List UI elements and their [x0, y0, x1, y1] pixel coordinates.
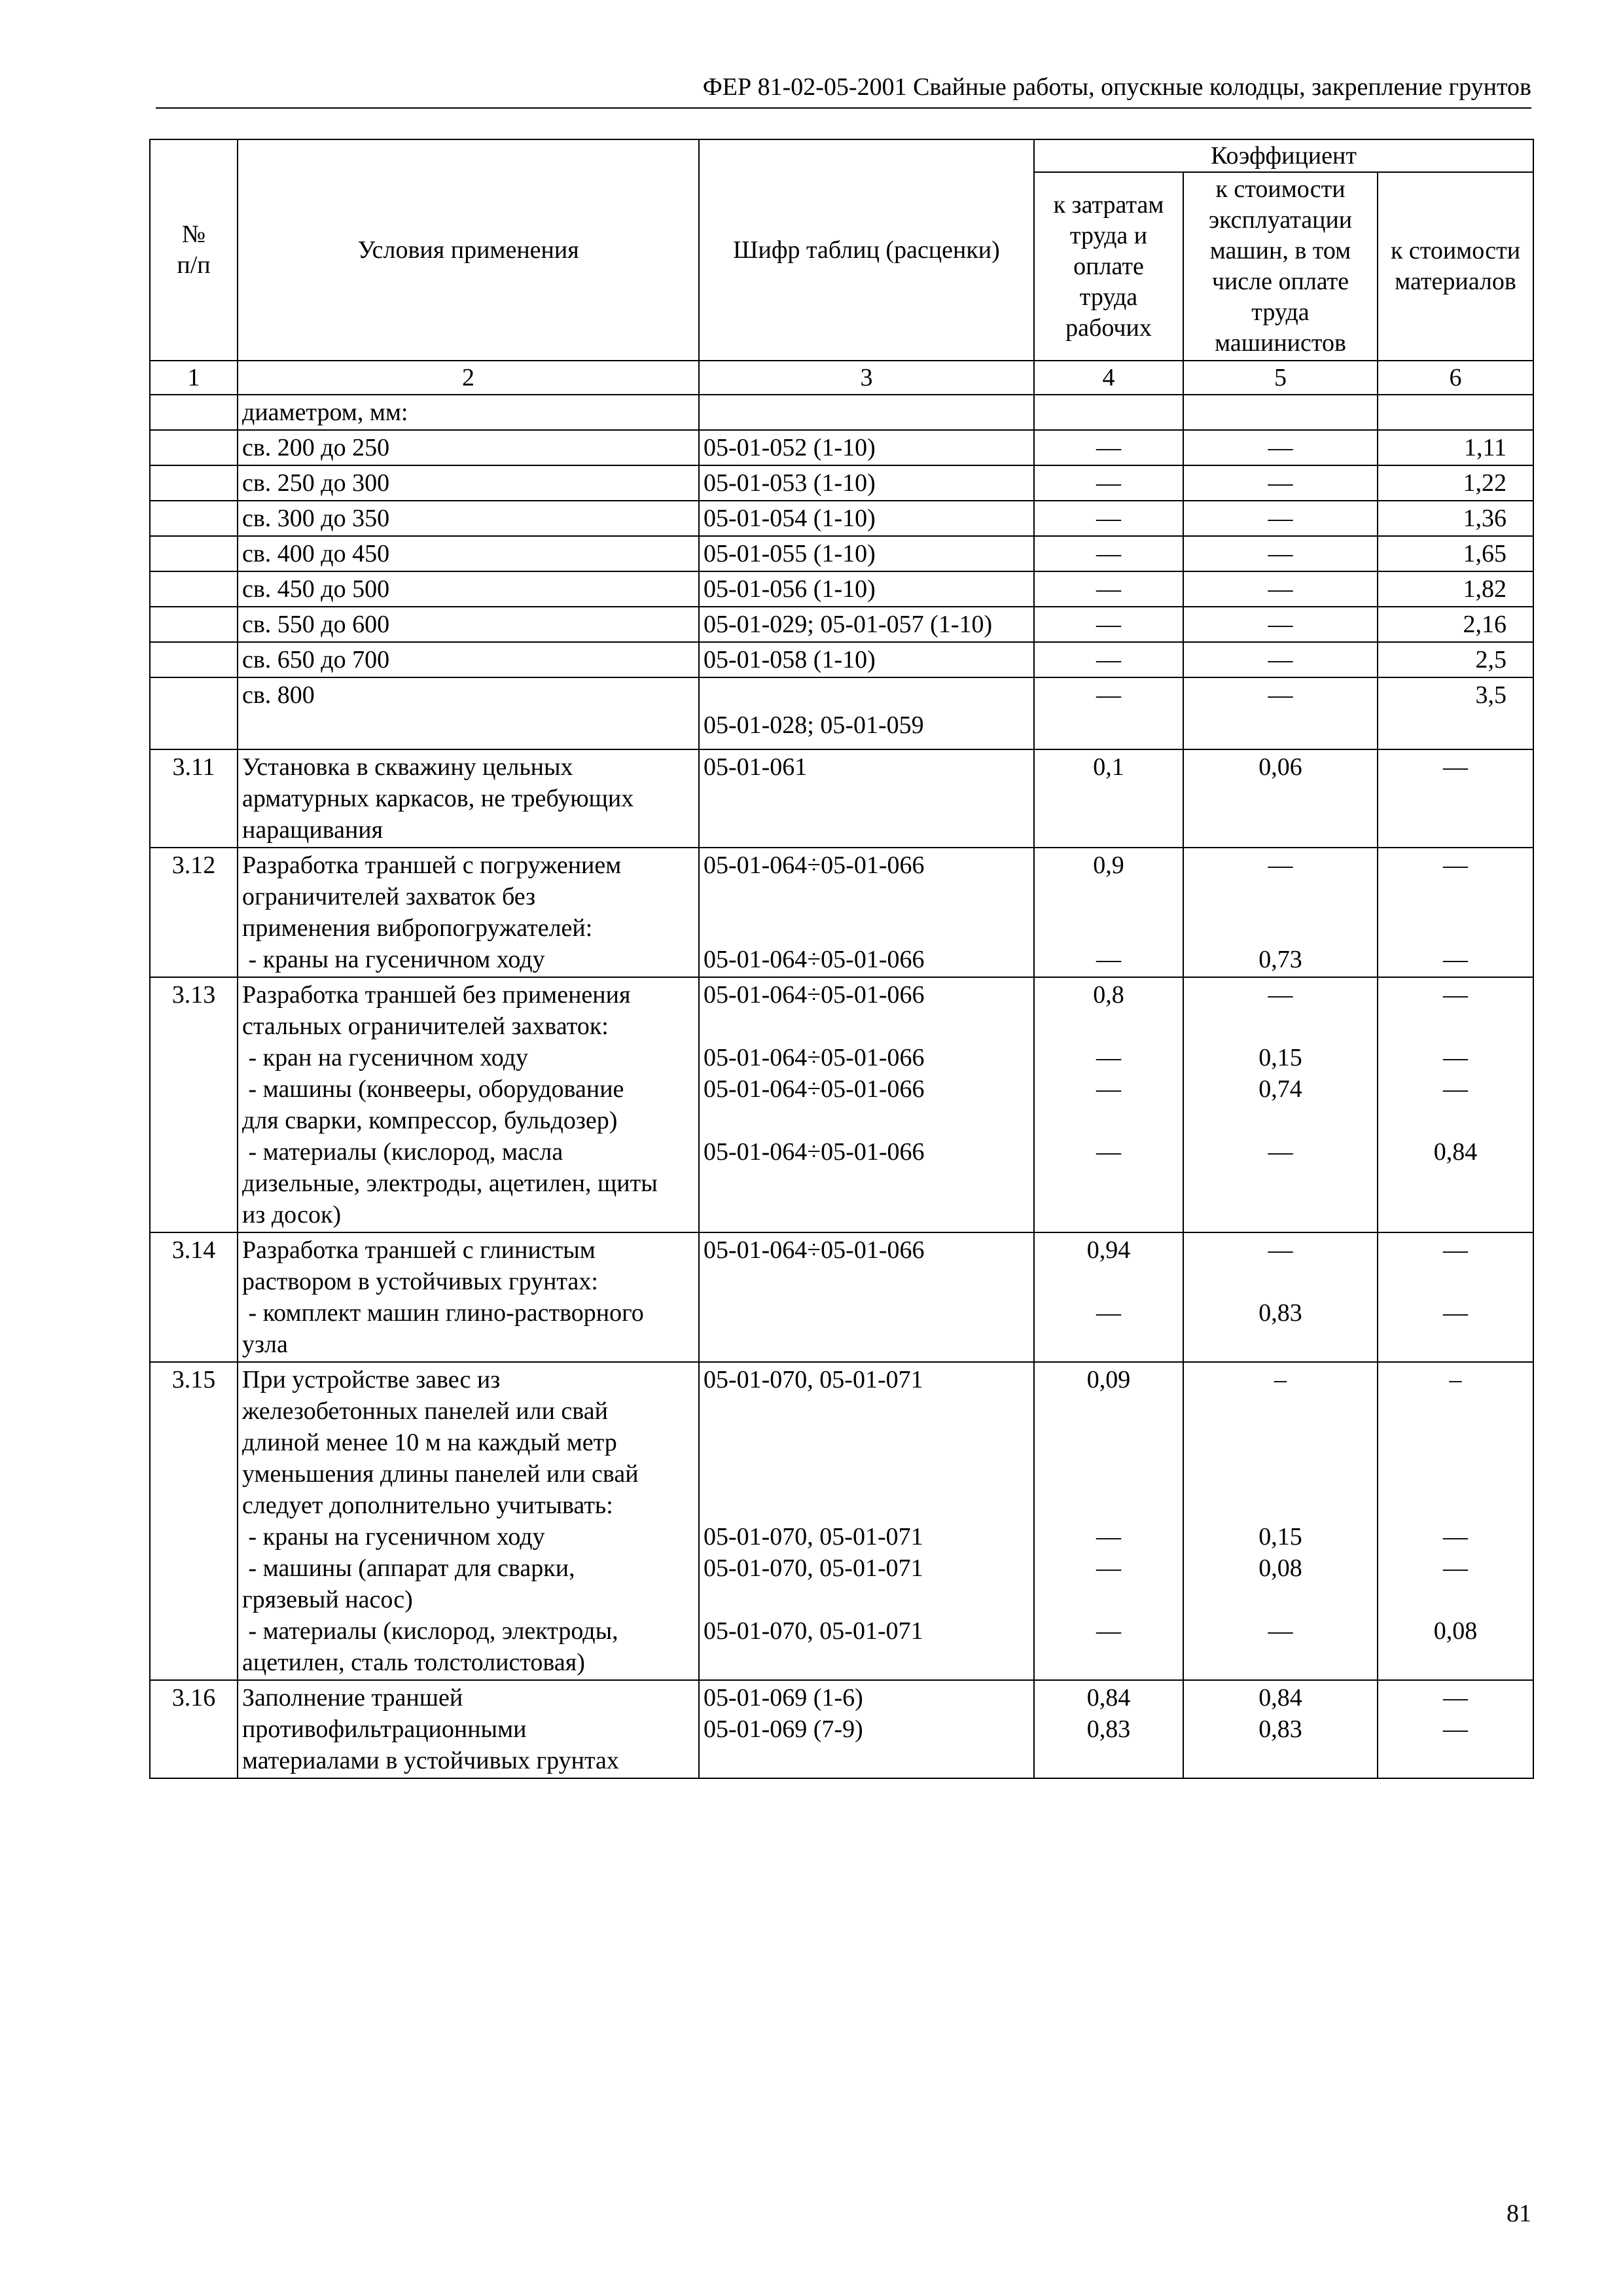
row-number: 3.11 [150, 749, 238, 848]
row-condition: св. 200 до 250 [238, 430, 699, 465]
row-coef-machines: — [1183, 677, 1378, 749]
table-row [150, 571, 1533, 607]
row-condition: св. 800 [238, 677, 699, 749]
row-coef-machines: – 0,15 0,08 — [1183, 1362, 1378, 1680]
row-coef-materials: 1,11 [1378, 430, 1533, 465]
row-condition: св. 450 до 500 [238, 571, 699, 607]
row-coef-machines: — 0,15 0,74 — [1183, 977, 1378, 1232]
column-number: 4 [1034, 361, 1183, 395]
row-code: 05-01-054 (1-10) [699, 501, 1034, 536]
row-coef-labor: — [1034, 430, 1183, 465]
row-coef-materials: 3,5 [1378, 677, 1533, 749]
row-condition: При устройстве завес из железобетонных панелей или свай длиной менее 10 м на каждый метр уменьшения длины панелей или свай следует дополнительно учитывать: - краны на гусеничном ходу - машины (аппарат для сварки, грязевый насос) - материалы (кислород, электроды, ацетилен, сталь толстолистовая) [238, 1362, 699, 1680]
row-coef-machines: — [1183, 536, 1378, 571]
row-coef-labor: 0,1 [1034, 749, 1183, 848]
row-code: 05-01-028; 05-01-059 [699, 677, 1034, 749]
header-no: № п/п [150, 139, 238, 361]
row-coef-materials: 2,16 [1378, 607, 1533, 642]
table-row [150, 430, 1533, 465]
row-condition: Установка в скважину цельных арматурных каркасов, не требующих наращивания [238, 749, 699, 848]
row-coef-labor: 0,84 0,83 [1034, 1680, 1183, 1778]
row-coef-labor: — [1034, 607, 1183, 642]
row-coef-machines: — 0,83 [1183, 1232, 1378, 1362]
row-coef-machines: — [1183, 571, 1378, 607]
table-row [150, 536, 1533, 571]
row-coef-machines: — [1183, 465, 1378, 501]
header-conditions: Условия применения [238, 139, 699, 361]
row-coef-labor: — [1034, 642, 1183, 677]
row-code: 05-01-064÷05-01-066 05-01-064÷05-01-066 [699, 848, 1034, 977]
column-number: 1 [150, 361, 238, 395]
row-number: 3.15 [150, 1362, 238, 1680]
row-coef-machines: 0,06 [1183, 749, 1378, 848]
row-code: 05-01-064÷05-01-066 [699, 1232, 1034, 1362]
row-coef-materials: — — [1378, 1232, 1533, 1362]
row-code: 05-01-064÷05-01-066 05-01-064÷05-01-066 05-01-064÷05-01-066 05-01-064÷05-01-066 [699, 977, 1034, 1232]
row-number: 3.12 [150, 848, 238, 977]
row-condition: св. 300 до 350 [238, 501, 699, 536]
row-coef-labor: 0,8 — — — [1034, 977, 1183, 1232]
header-code: Шифр таблиц (расценки) [699, 139, 1034, 361]
row-number: 3.16 [150, 1680, 238, 1778]
row-coef-materials: 2,5 [1378, 642, 1533, 677]
column-number-row [150, 361, 1533, 395]
page-number: 81 [1507, 2200, 1531, 2227]
row-condition: Разработка траншей без применения стальных ограничителей захваток: - кран на гусеничном ходу - машины (конвееры, оборудование для сварки, компрессор, бульдозер) - материалы (кислород, масла дизельные, электроды, ацетилен, щиты из досок) [238, 977, 699, 1232]
row-code: 05-01-061 [699, 749, 1034, 848]
table-row [150, 501, 1533, 536]
row-condition: Разработка траншей с глинистым раствором в устойчивых грунтах: - комплект машин глино-растворного узла [238, 1232, 699, 1362]
table-row [150, 1362, 1533, 1680]
row-code: 05-01-070, 05-01-071 05-01-070, 05-01-071 05-01-070, 05-01-071 05-01-070, 05-01-071 [699, 1362, 1034, 1680]
row-coef-materials: 1,22 [1378, 465, 1533, 501]
header-rule [156, 107, 1531, 109]
table-row [150, 977, 1533, 1232]
row-code: 05-01-056 (1-10) [699, 571, 1034, 607]
row-condition: св. 250 до 300 [238, 465, 699, 501]
row-coef-materials: 1,65 [1378, 536, 1533, 571]
row-coef-machines: — 0,73 [1183, 848, 1378, 977]
header-coef-machines: к стоимости эксплуатации машин, в том числе оплате труда машинистов [1183, 172, 1378, 361]
row-coef-labor: — [1034, 536, 1183, 571]
row-coef-labor: — [1034, 677, 1183, 749]
row-coef-machines: — [1183, 607, 1378, 642]
row-coef-materials: — — [1378, 848, 1533, 977]
row-number: 3.13 [150, 977, 238, 1232]
row-condition: Разработка траншей с погружением ограничителей захваток без применения вибропогружателей: - краны на гусеничном ходу [238, 848, 699, 977]
row-coef-materials: — — — 0,84 [1378, 977, 1533, 1232]
row-coef-machines: — [1183, 501, 1378, 536]
row-condition: св. 550 до 600 [238, 607, 699, 642]
row-condition: Заполнение траншей противофильтрационными материалами в устойчивых грунтах [238, 1680, 699, 1778]
header-coef-labor: к затратам труда и оплате труда рабочих [1034, 172, 1183, 361]
header-coefficient: Коэффициент [1034, 139, 1533, 172]
row-coef-materials: 1,36 [1378, 501, 1533, 536]
row-condition: св. 400 до 450 [238, 536, 699, 571]
row-coef-labor: — [1034, 465, 1183, 501]
row-code: 05-01-055 (1-10) [699, 536, 1034, 571]
table-row [150, 848, 1533, 977]
row-code: 05-01-058 (1-10) [699, 642, 1034, 677]
row-condition: св. 650 до 700 [238, 642, 699, 677]
row-coef-labor: 0,9 — [1034, 848, 1183, 977]
header-coef-materials: к стоимости материалов [1378, 172, 1533, 361]
row-coef-labor: 0,09 — — — [1034, 1362, 1183, 1680]
row-coef-machines: — [1183, 430, 1378, 465]
table-header-row [150, 139, 1533, 172]
table-row [150, 677, 1533, 749]
table-row [150, 642, 1533, 677]
table-row [150, 395, 1533, 430]
row-coef-labor: — [1034, 571, 1183, 607]
row-coef-materials: 1,82 [1378, 571, 1533, 607]
row-code: 05-01-029; 05-01-057 (1-10) [699, 607, 1034, 642]
table-row [150, 465, 1533, 501]
table-row [150, 607, 1533, 642]
row-coef-machines: — [1183, 642, 1378, 677]
coefficients-table [149, 139, 1534, 1779]
table-row [150, 749, 1533, 848]
row-coef-labor: — [1034, 501, 1183, 536]
diameter-header: диаметром, мм: [238, 395, 699, 430]
row-code: 05-01-053 (1-10) [699, 465, 1034, 501]
row-coef-materials: – — — 0,08 [1378, 1362, 1533, 1680]
row-code: 05-01-052 (1-10) [699, 430, 1034, 465]
row-coef-materials: — [1378, 749, 1533, 848]
table-row [150, 1680, 1533, 1778]
row-coef-machines: 0,84 0,83 [1183, 1680, 1378, 1778]
running-header: ФЕР 81-02-05-2001 Свайные работы, опускные колодцы, закрепление грунтов [702, 73, 1531, 101]
column-number: 2 [238, 361, 699, 395]
row-code: 05-01-069 (1-6) 05-01-069 (7-9) [699, 1680, 1034, 1778]
row-number: 3.14 [150, 1232, 238, 1362]
column-number: 5 [1183, 361, 1378, 395]
column-number: 6 [1378, 361, 1533, 395]
row-coef-materials: — — [1378, 1680, 1533, 1778]
table-row [150, 1232, 1533, 1362]
row-coef-labor: 0,94 — [1034, 1232, 1183, 1362]
column-number: 3 [699, 361, 1034, 395]
